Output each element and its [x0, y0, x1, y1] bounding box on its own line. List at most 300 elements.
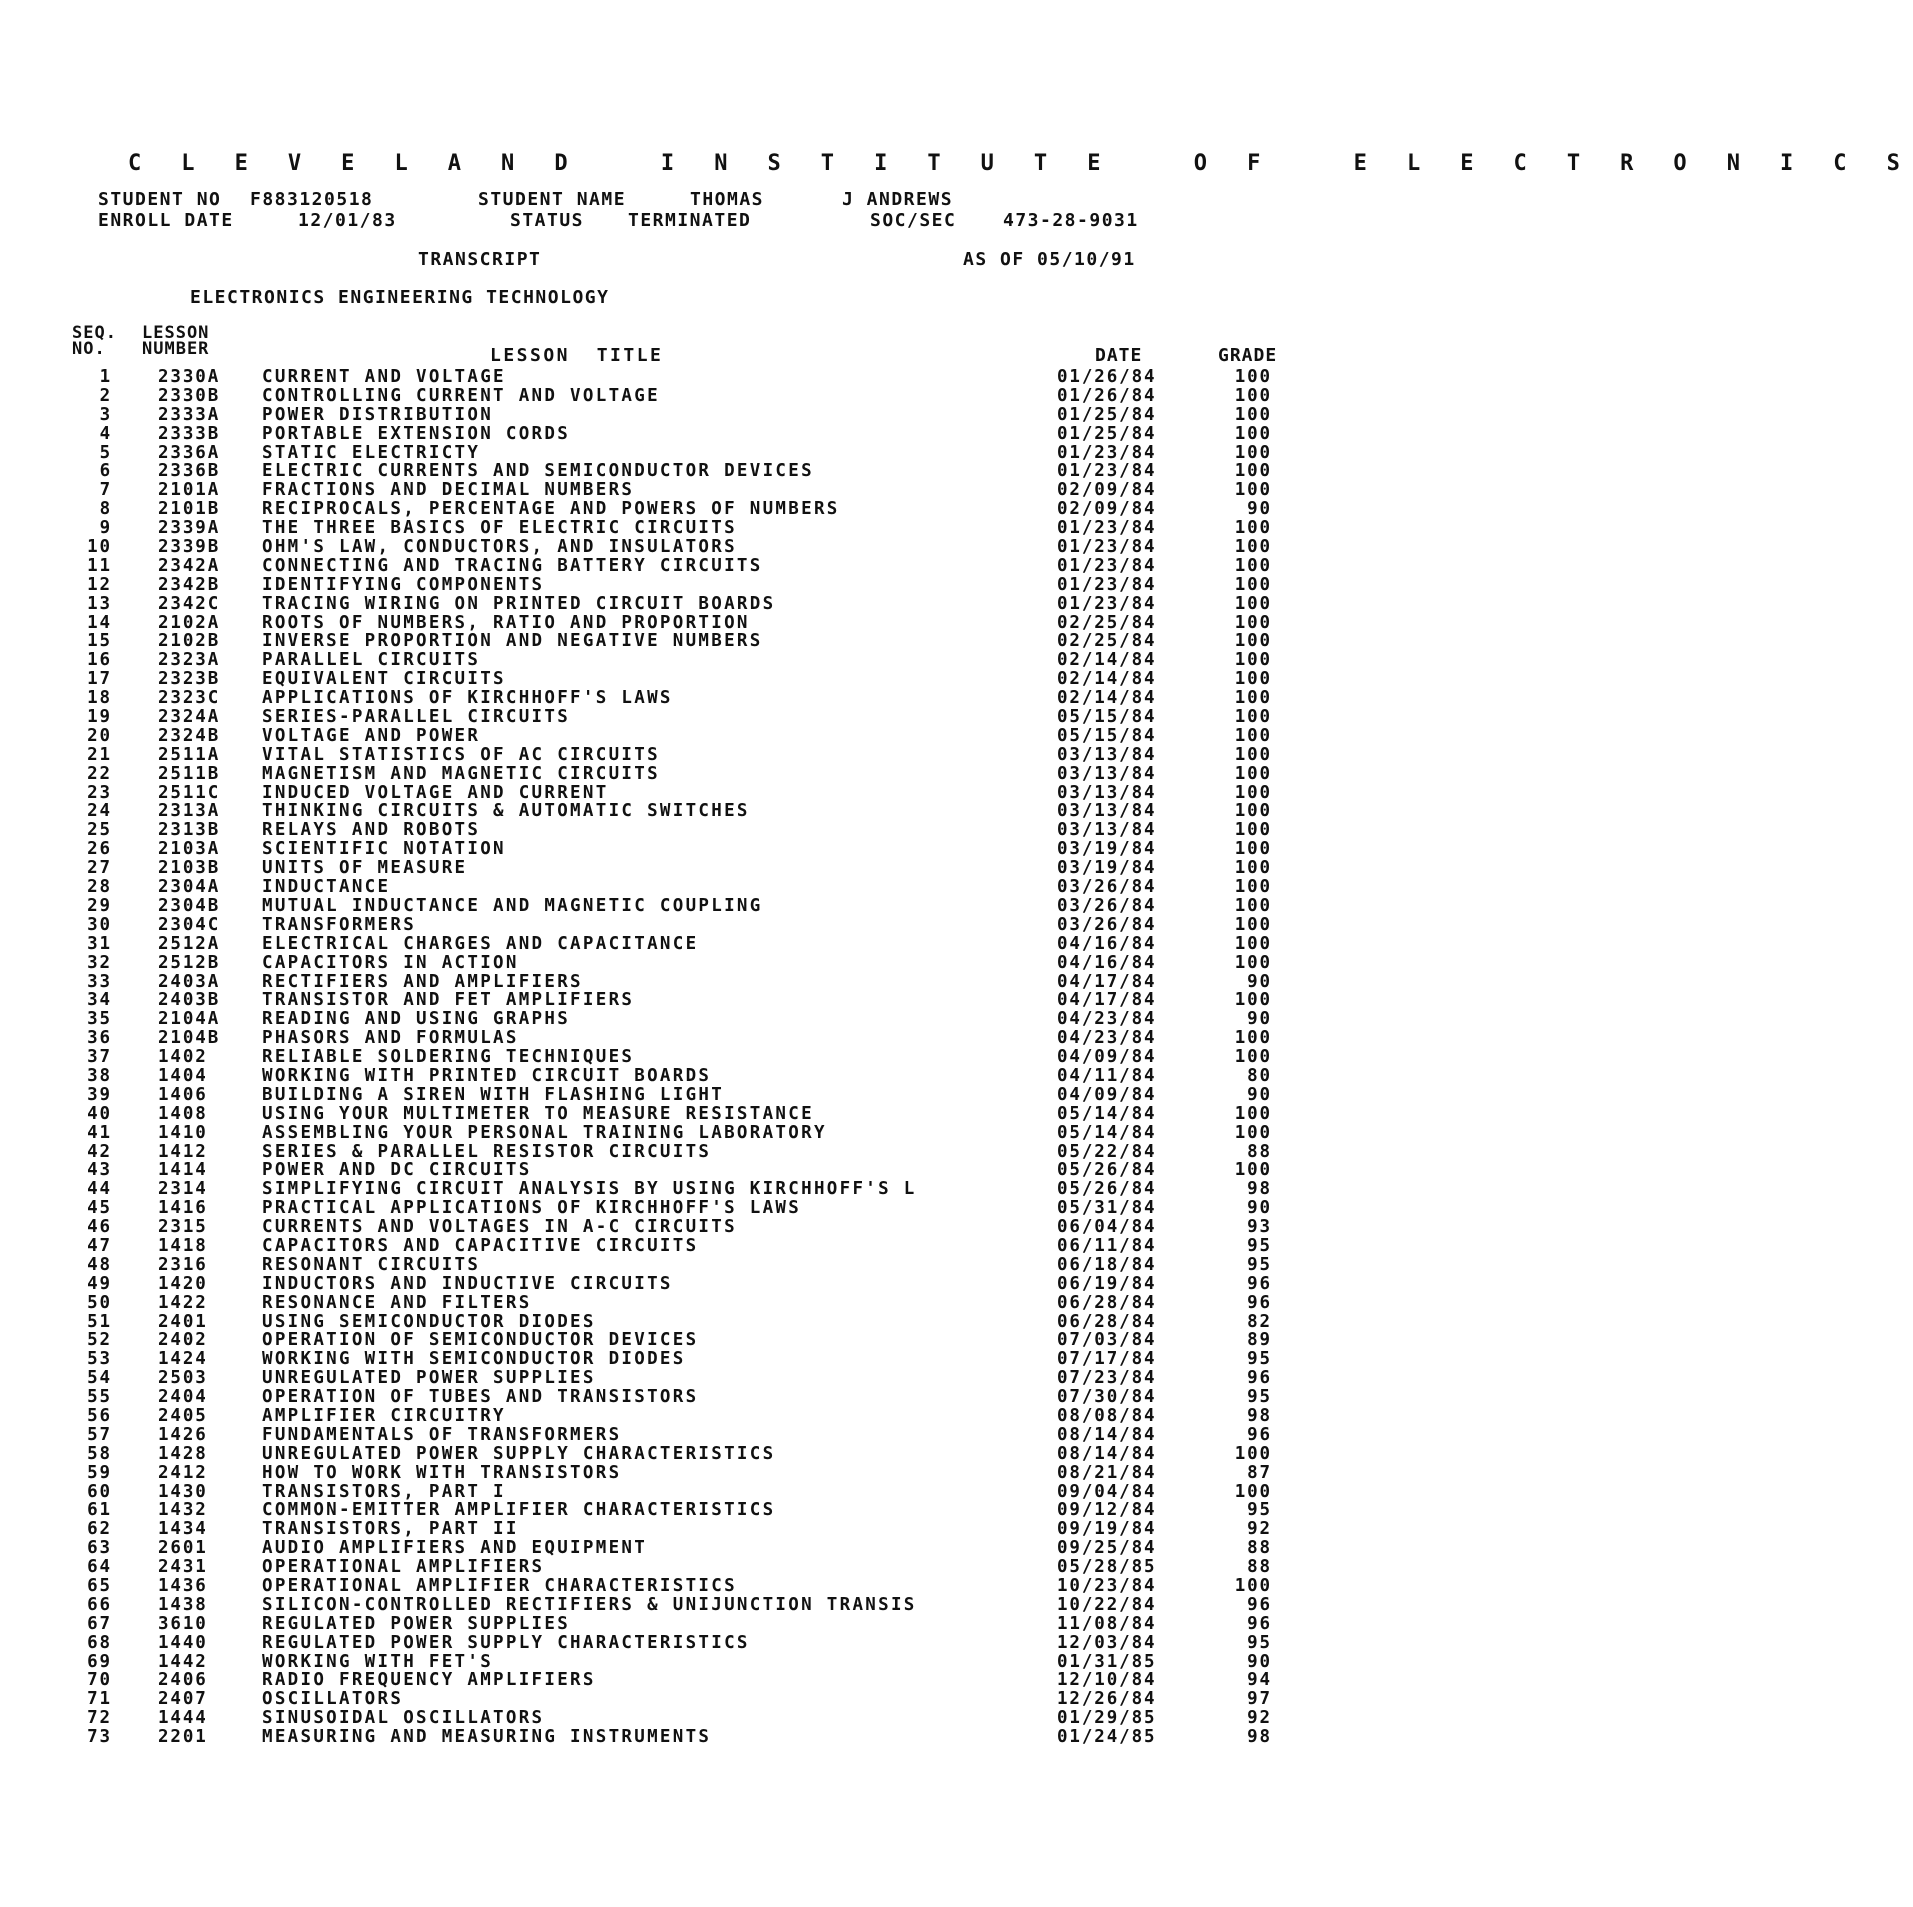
seq-no: 69 — [87, 1651, 112, 1672]
lesson-grade: 95 — [1247, 1632, 1272, 1653]
lesson-title: UNITS OF MEASURE — [262, 858, 468, 879]
lesson-grade: 96 — [1247, 1368, 1272, 1389]
lesson-number: 1416 — [158, 1198, 208, 1219]
lesson-title: WORKING WITH SEMICONDUCTOR DIODES — [262, 1349, 686, 1370]
lesson-number: 2333B — [158, 423, 221, 444]
lesson-grade: 100 — [1234, 782, 1272, 803]
seq-no: 7 — [99, 480, 112, 501]
lesson-grade: 90 — [1247, 499, 1272, 520]
lesson-title: RESONANT CIRCUITS — [262, 1254, 481, 1275]
lesson-number: 2339B — [158, 537, 221, 558]
lesson-number: 2103A — [158, 839, 221, 860]
lesson-number: 2511B — [158, 763, 221, 784]
lesson-date: 03/13/84 — [1057, 801, 1157, 822]
lesson-date: 03/26/84 — [1057, 877, 1157, 898]
lesson-grade: 96 — [1247, 1292, 1272, 1313]
table-row — [0, 1313, 1348, 1332]
seq-no: 71 — [87, 1689, 112, 1710]
seq-no: 47 — [87, 1235, 112, 1256]
table-row — [0, 1199, 1348, 1218]
lesson-number: 2323A — [158, 650, 221, 671]
lesson-date: 01/23/84 — [1057, 442, 1157, 463]
lesson-number: 1438 — [158, 1594, 208, 1615]
lesson-grade: 100 — [1234, 631, 1272, 652]
lesson-number: 1436 — [158, 1576, 208, 1596]
lesson-date: 03/26/84 — [1057, 895, 1157, 916]
lesson-date: 05/26/84 — [1057, 1160, 1157, 1181]
table-row — [0, 1445, 1348, 1464]
lesson-title: OHM'S LAW, CONDUCTORS, AND INSULATORS — [262, 537, 737, 558]
lesson-number: 2304A — [158, 877, 221, 898]
seq-no: 43 — [87, 1160, 112, 1181]
lesson-number: 2324B — [158, 725, 221, 746]
lesson-title: SCIENTIFIC NOTATION — [262, 839, 506, 860]
lesson-number: 1422 — [158, 1292, 208, 1313]
lesson-title: INDUCTORS AND INDUCTIVE CIRCUITS — [262, 1273, 673, 1294]
lesson-number: 2512A — [158, 933, 221, 954]
lesson-title: STATIC ELECTRICTY — [262, 442, 481, 463]
lesson-title: RECIPROCALS, PERCENTAGE AND POWERS OF NUMBERS — [262, 499, 840, 520]
lesson-date: 09/19/84 — [1057, 1519, 1157, 1540]
table-row — [0, 1256, 1348, 1275]
lesson-number: 2330B — [158, 385, 221, 406]
table-row — [0, 1350, 1348, 1369]
table-row — [0, 1331, 1348, 1350]
lesson-number: 1428 — [158, 1443, 208, 1464]
lesson-date: 12/26/84 — [1057, 1689, 1157, 1710]
lesson-title: CURRENT AND VOLTAGE — [262, 367, 506, 387]
seq-no: 25 — [87, 820, 112, 841]
seq-no: 66 — [87, 1594, 112, 1615]
table-row — [0, 1407, 1348, 1426]
seq-no: 20 — [87, 725, 112, 746]
lesson-grade: 100 — [1234, 820, 1272, 841]
seq-no: 59 — [87, 1462, 112, 1483]
lesson-date: 12/10/84 — [1057, 1670, 1157, 1691]
lesson-date: 01/29/85 — [1057, 1708, 1157, 1729]
lesson-title: INDUCTANCE — [262, 877, 391, 898]
seq-no: 32 — [87, 952, 112, 973]
lesson-title: OPERATION OF TUBES AND TRANSISTORS — [262, 1387, 699, 1408]
lesson-date: 04/17/84 — [1057, 971, 1157, 992]
lesson-grade: 100 — [1234, 385, 1272, 406]
seq-no: 58 — [87, 1443, 112, 1464]
lesson-grade: 90 — [1247, 971, 1272, 992]
table-row — [0, 500, 1348, 519]
status-label: STATUS — [510, 210, 585, 231]
lesson-grade: 98 — [1247, 1727, 1272, 1748]
seq-no: 1 — [99, 367, 112, 387]
seq-no: 33 — [87, 971, 112, 992]
lesson-title: EQUIVALENT CIRCUITS — [262, 669, 506, 690]
seq-no: 12 — [87, 574, 112, 595]
lesson-number: 2101B — [158, 499, 221, 520]
lesson-number: 1410 — [158, 1122, 208, 1143]
lesson-grade: 87 — [1247, 1462, 1272, 1483]
student-no-value: F883120518 — [250, 189, 374, 210]
seq-no: 2 — [99, 385, 112, 406]
lesson-grade: 100 — [1234, 442, 1272, 463]
lesson-grade: 100 — [1234, 1160, 1272, 1181]
table-row — [0, 1426, 1348, 1445]
lesson-grade: 100 — [1234, 1443, 1272, 1464]
table-row — [0, 1483, 1348, 1502]
lesson-title: POWER DISTRIBUTION — [262, 404, 494, 425]
lesson-number: 2342B — [158, 574, 221, 595]
seq-no: 5 — [99, 442, 112, 463]
table-row — [0, 651, 1348, 670]
lesson-number: 1444 — [158, 1708, 208, 1729]
lesson-number: 1442 — [158, 1651, 208, 1672]
table-row — [0, 444, 1348, 463]
table-row — [0, 1048, 1348, 1067]
doc-title: TRANSCRIPT — [418, 249, 542, 270]
seq-no: 16 — [87, 650, 112, 671]
lesson-date: 01/23/84 — [1057, 537, 1157, 558]
table-row — [0, 916, 1348, 935]
lesson-number: 2333A — [158, 404, 221, 425]
table-row — [0, 1728, 1348, 1747]
lesson-date: 01/25/84 — [1057, 423, 1157, 444]
table-row — [0, 481, 1348, 500]
seq-no: 15 — [87, 631, 112, 652]
lesson-title: WORKING WITH FET'S — [262, 1651, 494, 1672]
table-row — [0, 897, 1348, 916]
lesson-date: 06/04/84 — [1057, 1217, 1157, 1238]
lesson-date: 11/08/84 — [1057, 1613, 1157, 1634]
lesson-date: 01/23/84 — [1057, 555, 1157, 576]
lesson-number: 2342C — [158, 593, 221, 614]
seq-no: 8 — [99, 499, 112, 520]
lesson-title: PRACTICAL APPLICATIONS OF KIRCHHOFF'S LAWS — [262, 1198, 802, 1219]
seq-no: 39 — [87, 1084, 112, 1105]
lesson-grade: 82 — [1247, 1311, 1272, 1332]
table-row — [0, 708, 1348, 727]
lesson-date: 01/26/84 — [1057, 385, 1157, 406]
lesson-title: RELIABLE SOLDERING TECHNIQUES — [262, 1047, 635, 1068]
seq-no: 18 — [87, 688, 112, 709]
table-row — [0, 935, 1348, 954]
lesson-title: TRANSFORMERS — [262, 914, 417, 935]
table-row — [0, 1067, 1348, 1086]
lesson-date: 02/25/84 — [1057, 631, 1157, 652]
lesson-title: TRANSISTORS, PART I — [262, 1481, 506, 1502]
seq-no: 19 — [87, 707, 112, 728]
lesson-grade: 96 — [1247, 1424, 1272, 1445]
lesson-grade: 95 — [1247, 1500, 1272, 1521]
lesson-date: 04/11/84 — [1057, 1065, 1157, 1086]
lesson-date: 03/13/84 — [1057, 763, 1157, 784]
lesson-title: CONTROLLING CURRENT AND VOLTAGE — [262, 385, 660, 406]
lesson-grade: 100 — [1234, 801, 1272, 822]
table-row — [0, 1161, 1348, 1180]
table-row — [0, 1180, 1348, 1199]
lesson-title: APPLICATIONS OF KIRCHHOFF'S LAWS — [262, 688, 673, 709]
lesson-date: 01/24/85 — [1057, 1727, 1157, 1748]
lesson-grade: 100 — [1234, 744, 1272, 765]
seq-no: 37 — [87, 1047, 112, 1068]
lesson-date: 05/28/85 — [1057, 1557, 1157, 1578]
lesson-grade: 100 — [1234, 933, 1272, 954]
table-row — [0, 1105, 1348, 1124]
soc-sec-value: 473-28-9031 — [1003, 210, 1139, 231]
lesson-date: 10/23/84 — [1057, 1576, 1157, 1596]
lesson-grade: 100 — [1234, 688, 1272, 709]
lesson-grade: 92 — [1247, 1708, 1272, 1729]
lesson-title: SINUSOIDAL OSCILLATORS — [262, 1708, 545, 1729]
table-row — [0, 1237, 1348, 1256]
lesson-table — [0, 368, 1348, 1747]
table-row — [0, 689, 1348, 708]
lesson-number: 2503 — [158, 1368, 208, 1389]
lesson-date: 08/21/84 — [1057, 1462, 1157, 1483]
lesson-date: 05/15/84 — [1057, 725, 1157, 746]
col-seq-line2: NO. — [72, 339, 106, 359]
seq-no: 51 — [87, 1311, 112, 1332]
table-row — [0, 840, 1348, 859]
lesson-number: 2315 — [158, 1217, 208, 1238]
lesson-title: RADIO FREQUENCY AMPLIFIERS — [262, 1670, 596, 1691]
table-row — [0, 802, 1348, 821]
lesson-title: REGULATED POWER SUPPLY CHARACTERISTICS — [262, 1632, 750, 1653]
lesson-title: AUDIO AMPLIFIERS AND EQUIPMENT — [262, 1538, 648, 1559]
lesson-date: 01/25/84 — [1057, 404, 1157, 425]
lesson-title: TRACING WIRING ON PRINTED CIRCUIT BOARDS — [262, 593, 776, 614]
lesson-grade: 80 — [1247, 1065, 1272, 1086]
enroll-date-label: ENROLL DATE — [98, 210, 234, 231]
seq-no: 52 — [87, 1330, 112, 1351]
lesson-grade: 90 — [1247, 1009, 1272, 1030]
lesson-title: HOW TO WORK WITH TRANSISTORS — [262, 1462, 622, 1483]
status-value: TERMINATED — [628, 210, 752, 231]
lesson-number: 1406 — [158, 1084, 208, 1105]
lesson-title: CONNECTING AND TRACING BATTERY CIRCUITS — [262, 555, 763, 576]
seq-no: 70 — [87, 1670, 112, 1691]
lesson-number: 1414 — [158, 1160, 208, 1181]
lesson-grade: 100 — [1234, 1122, 1272, 1143]
lesson-date: 07/03/84 — [1057, 1330, 1157, 1351]
lesson-grade: 100 — [1234, 763, 1272, 784]
table-row — [0, 1029, 1348, 1048]
student-last-name: J ANDREWS — [842, 189, 954, 210]
table-row — [0, 1294, 1348, 1313]
lesson-number: 1412 — [158, 1141, 208, 1162]
lesson-number: 2323B — [158, 669, 221, 690]
lesson-number: 1408 — [158, 1103, 208, 1124]
lesson-title: REGULATED POWER SUPPLIES — [262, 1613, 571, 1634]
seq-no: 50 — [87, 1292, 112, 1313]
seq-no: 61 — [87, 1500, 112, 1521]
seq-no: 23 — [87, 782, 112, 803]
seq-no: 34 — [87, 990, 112, 1011]
lesson-date: 05/15/84 — [1057, 707, 1157, 728]
lesson-number: 2323C — [158, 688, 221, 709]
lesson-date: 04/23/84 — [1057, 1028, 1157, 1049]
lesson-number: 2407 — [158, 1689, 208, 1710]
lesson-grade: 100 — [1234, 914, 1272, 935]
seq-no: 55 — [87, 1387, 112, 1408]
lesson-date: 05/22/84 — [1057, 1141, 1157, 1162]
seq-no: 3 — [99, 404, 112, 425]
lesson-title: FRACTIONS AND DECIMAL NUMBERS — [262, 480, 635, 501]
table-row — [0, 1010, 1348, 1029]
lesson-title: COMMON-EMITTER AMPLIFIER CHARACTERISTICS — [262, 1500, 776, 1521]
lesson-number: 2601 — [158, 1538, 208, 1559]
lesson-grade: 100 — [1234, 669, 1272, 690]
table-row — [0, 727, 1348, 746]
soc-sec-label: SOC/SEC — [870, 210, 957, 231]
table-row — [0, 1615, 1348, 1634]
seq-no: 63 — [87, 1538, 112, 1559]
lesson-grade: 98 — [1247, 1405, 1272, 1426]
lesson-title: SERIES-PARALLEL CIRCUITS — [262, 707, 571, 728]
lesson-title: UNREGULATED POWER SUPPLIES — [262, 1368, 596, 1389]
seq-no: 21 — [87, 744, 112, 765]
table-row — [0, 1539, 1348, 1558]
lesson-date: 03/13/84 — [1057, 782, 1157, 803]
lesson-number: 2102A — [158, 612, 221, 633]
lesson-grade: 88 — [1247, 1557, 1272, 1578]
seq-no: 53 — [87, 1349, 112, 1370]
lesson-date: 02/14/84 — [1057, 669, 1157, 690]
lesson-date: 04/09/84 — [1057, 1084, 1157, 1105]
lesson-date: 01/23/84 — [1057, 574, 1157, 595]
seq-no: 35 — [87, 1009, 112, 1030]
seq-no: 30 — [87, 914, 112, 935]
lesson-date: 03/26/84 — [1057, 914, 1157, 935]
lesson-date: 01/23/84 — [1057, 518, 1157, 539]
lesson-number: 1402 — [158, 1047, 208, 1068]
lesson-number: 1426 — [158, 1424, 208, 1445]
lesson-number: 2336B — [158, 461, 221, 482]
lesson-number: 2304C — [158, 914, 221, 935]
lesson-date: 02/25/84 — [1057, 612, 1157, 633]
table-row — [0, 1634, 1348, 1653]
student-first-name: THOMAS — [690, 189, 765, 210]
lesson-number: 2313B — [158, 820, 221, 841]
seq-no: 24 — [87, 801, 112, 822]
lesson-title: MEASURING AND MEASURING INSTRUMENTS — [262, 1727, 712, 1748]
table-row — [0, 1653, 1348, 1672]
table-row — [0, 878, 1348, 897]
student-no-label: STUDENT NO — [98, 189, 222, 210]
lesson-title: USING SEMICONDUCTOR DIODES — [262, 1311, 596, 1332]
lesson-grade: 100 — [1234, 593, 1272, 614]
lesson-number: 2324A — [158, 707, 221, 728]
lesson-grade: 92 — [1247, 1519, 1272, 1540]
lesson-grade: 98 — [1247, 1179, 1272, 1200]
lesson-grade: 88 — [1247, 1538, 1272, 1559]
lesson-title: ASSEMBLING YOUR PERSONAL TRAINING LABORATORY — [262, 1122, 827, 1143]
table-row — [0, 632, 1348, 651]
seq-no: 65 — [87, 1576, 112, 1596]
seq-no: 17 — [87, 669, 112, 690]
lesson-date: 04/16/84 — [1057, 933, 1157, 954]
lesson-number: 2313A — [158, 801, 221, 822]
lesson-grade: 90 — [1247, 1651, 1272, 1672]
seq-no: 42 — [87, 1141, 112, 1162]
table-row — [0, 368, 1348, 387]
seq-no: 73 — [87, 1727, 112, 1748]
lesson-date: 02/09/84 — [1057, 480, 1157, 501]
lesson-grade: 100 — [1234, 952, 1272, 973]
lesson-title: PORTABLE EXTENSION CORDS — [262, 423, 571, 444]
table-row — [0, 425, 1348, 444]
lesson-title: USING YOUR MULTIMETER TO MEASURE RESISTANCE — [262, 1103, 814, 1124]
lesson-grade: 100 — [1234, 1028, 1272, 1049]
lesson-title: POWER AND DC CIRCUITS — [262, 1160, 532, 1181]
lesson-grade: 88 — [1247, 1141, 1272, 1162]
seq-no: 46 — [87, 1217, 112, 1238]
lesson-number: 1420 — [158, 1273, 208, 1294]
seq-no: 14 — [87, 612, 112, 633]
table-row — [0, 557, 1348, 576]
col-title: LESSON TITLE — [490, 345, 664, 366]
lesson-title: PHASORS AND FORMULAS — [262, 1028, 519, 1049]
lesson-title: WORKING WITH PRINTED CIRCUIT BOARDS — [262, 1065, 712, 1086]
lesson-title: RELAYS AND ROBOTS — [262, 820, 481, 841]
seq-no: 49 — [87, 1273, 112, 1294]
lesson-date: 07/17/84 — [1057, 1349, 1157, 1370]
table-row — [0, 954, 1348, 973]
table-row — [0, 1464, 1348, 1483]
table-row — [0, 991, 1348, 1010]
seq-no: 41 — [87, 1122, 112, 1143]
table-row — [0, 1275, 1348, 1294]
lesson-number: 1404 — [158, 1065, 208, 1086]
lesson-date: 12/03/84 — [1057, 1632, 1157, 1653]
lesson-grade: 100 — [1234, 518, 1272, 539]
lesson-grade: 96 — [1247, 1594, 1272, 1615]
lesson-title: RESONANCE AND FILTERS — [262, 1292, 532, 1313]
lesson-title: AMPLIFIER CIRCUITRY — [262, 1405, 506, 1426]
lesson-number: 2101A — [158, 480, 221, 501]
seq-no: 62 — [87, 1519, 112, 1540]
lesson-grade: 100 — [1234, 404, 1272, 425]
lesson-number: 1418 — [158, 1235, 208, 1256]
lesson-number: 2404 — [158, 1387, 208, 1408]
lesson-number: 2512B — [158, 952, 221, 973]
table-row — [0, 746, 1348, 765]
lesson-date: 06/28/84 — [1057, 1311, 1157, 1332]
lesson-grade: 100 — [1234, 1576, 1272, 1596]
lesson-grade: 100 — [1234, 895, 1272, 916]
table-row — [0, 1388, 1348, 1407]
lesson-number: 2405 — [158, 1405, 208, 1426]
lesson-date: 03/19/84 — [1057, 839, 1157, 860]
lesson-title: THE THREE BASICS OF ELECTRIC CIRCUITS — [262, 518, 737, 539]
lesson-title: CAPACITORS AND CAPACITIVE CIRCUITS — [262, 1235, 699, 1256]
lesson-grade: 95 — [1247, 1254, 1272, 1275]
table-row — [0, 1124, 1348, 1143]
table-row — [0, 784, 1348, 803]
lesson-number: 2511C — [158, 782, 221, 803]
lesson-grade: 100 — [1234, 612, 1272, 633]
lesson-grade: 100 — [1234, 537, 1272, 558]
seq-no: 60 — [87, 1481, 112, 1502]
lesson-title: THINKING CIRCUITS & AUTOMATIC SWITCHES — [262, 801, 750, 822]
seq-no: 6 — [99, 461, 112, 482]
lesson-number: 2201 — [158, 1727, 208, 1748]
lesson-date: 07/30/84 — [1057, 1387, 1157, 1408]
lesson-number: 2402 — [158, 1330, 208, 1351]
lesson-date: 09/12/84 — [1057, 1500, 1157, 1521]
lesson-grade: 95 — [1247, 1349, 1272, 1370]
table-row — [0, 859, 1348, 878]
seq-no: 57 — [87, 1424, 112, 1445]
lesson-date: 06/28/84 — [1057, 1292, 1157, 1313]
lesson-date: 04/17/84 — [1057, 990, 1157, 1011]
